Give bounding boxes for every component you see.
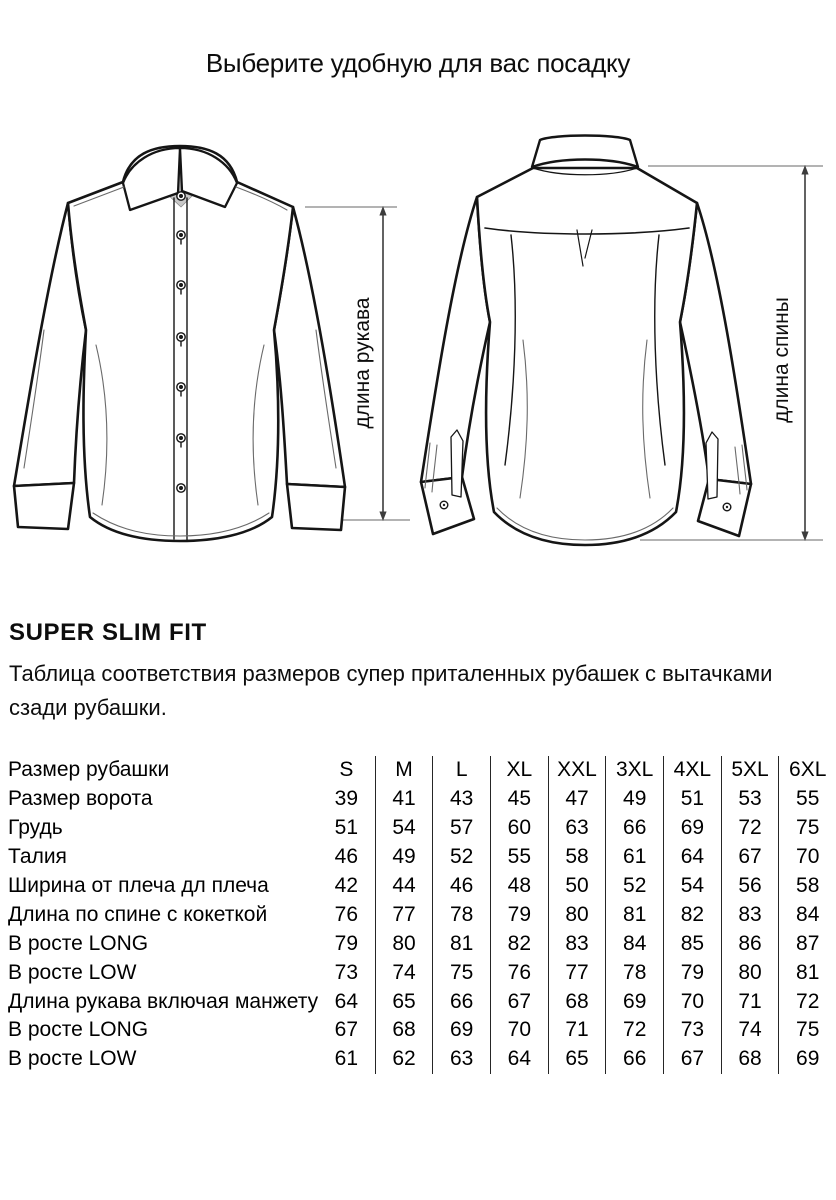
table-row	[8, 785, 836, 814]
table-cell: 82	[663, 900, 721, 929]
table-cell: 63	[548, 814, 606, 843]
table-cell: 64	[663, 843, 721, 872]
shirt-front-drawing	[14, 146, 345, 541]
table-cell: 69	[605, 987, 663, 1016]
table-cell: 72	[605, 1016, 663, 1045]
table-cell: 69	[778, 1045, 836, 1074]
table-cell: 67	[490, 987, 548, 1016]
table-cell: 45	[490, 785, 548, 814]
table-cell: 54	[375, 814, 433, 843]
table-cell: 74	[721, 1016, 779, 1045]
table-cell: 81	[778, 958, 836, 987]
table-cell: 75	[778, 1016, 836, 1045]
size-table	[8, 756, 836, 1074]
table-cell: 78	[605, 958, 663, 987]
table-cell: 52	[605, 872, 663, 901]
size-column-header: 4XL	[663, 756, 721, 785]
fit-description	[9, 657, 772, 725]
table-cell: 71	[721, 987, 779, 1016]
table-cell: 74	[375, 958, 433, 987]
back-length-label: длина спины	[770, 297, 793, 423]
size-column-header: S	[339, 758, 354, 782]
table-cell: 78	[432, 900, 490, 929]
table-row	[8, 929, 836, 958]
table-row	[8, 900, 836, 929]
table-cell: 64	[490, 1045, 548, 1074]
table-cell: 69	[663, 814, 721, 843]
sleeve-length-label: длина рукава	[351, 297, 374, 429]
table-cell: 83	[548, 929, 606, 958]
table-cell: 86	[721, 929, 779, 958]
table-cell: 55	[490, 843, 548, 872]
table-cell: 51	[663, 785, 721, 814]
table-cell: 84	[778, 900, 836, 929]
table-row	[8, 1045, 836, 1074]
table-cell: 49	[375, 843, 433, 872]
table-cell: 72	[721, 814, 779, 843]
table-cell: 68	[375, 1016, 433, 1045]
table-cell: 70	[663, 987, 721, 1016]
table-header-row	[8, 756, 836, 785]
table-cell: 46	[334, 845, 359, 869]
table-cell: 79	[663, 958, 721, 987]
table-cell: 85	[663, 929, 721, 958]
table-cell: 71	[548, 1016, 606, 1045]
row-label: Размер ворота	[8, 787, 153, 811]
table-row	[8, 1016, 836, 1045]
row-label: В росте LONG	[8, 931, 149, 955]
table-row	[8, 872, 836, 901]
size-column-header: XXL	[548, 756, 606, 785]
row-label: В росте LOW	[8, 1047, 137, 1071]
table-cell: 47	[548, 785, 606, 814]
table-cell: 51	[334, 816, 359, 840]
table-cell: 68	[548, 987, 606, 1016]
back-right-sleeve-placket	[706, 432, 718, 499]
table-cell: 65	[375, 987, 433, 1016]
table-cell: 75	[432, 958, 490, 987]
table-cell: 76	[334, 902, 359, 926]
front-right-cuff	[287, 484, 345, 530]
table-cell: 55	[778, 785, 836, 814]
table-cell: 77	[375, 900, 433, 929]
table-cell: 73	[334, 960, 359, 984]
table-row	[8, 987, 836, 1016]
table-cell: 70	[490, 1016, 548, 1045]
row-label: Талия	[8, 845, 67, 869]
table-cell: 66	[432, 987, 490, 1016]
table-cell: 61	[334, 1047, 359, 1071]
table-cell: 73	[663, 1016, 721, 1045]
fit-description-line2: сзади рубашки.	[9, 695, 167, 720]
table-cell: 67	[721, 843, 779, 872]
table-cell: 66	[605, 1045, 663, 1074]
table-row	[8, 843, 836, 872]
table-cell: 69	[432, 1016, 490, 1045]
table-cell: 83	[721, 900, 779, 929]
table-cell: 66	[605, 814, 663, 843]
table-cell: 58	[778, 872, 836, 901]
back-collar-stand	[532, 136, 638, 168]
size-column-header: 3XL	[605, 756, 663, 785]
table-cell: 56	[721, 872, 779, 901]
table-cell: 67	[663, 1045, 721, 1074]
table-cell: 46	[432, 872, 490, 901]
page-title: Выберите удобную для вас посадку	[205, 48, 631, 78]
table-cell: 53	[721, 785, 779, 814]
shirt-diagrams	[0, 130, 836, 575]
row-label: Длина рукава включая манжету	[8, 989, 319, 1013]
table-cell: 70	[778, 843, 836, 872]
table-cell: 64	[334, 989, 359, 1013]
table-cell: 57	[432, 814, 490, 843]
table-cell: 80	[721, 958, 779, 987]
table-cell: 75	[778, 814, 836, 843]
table-cell: 62	[375, 1045, 433, 1074]
table-row	[8, 814, 836, 843]
table-cell: 65	[548, 1045, 606, 1074]
table-cell: 81	[605, 900, 663, 929]
table-cell: 54	[663, 872, 721, 901]
fit-description-line1: Таблица соответствия размеров супер приталенных рубашек с вытачками	[9, 661, 773, 686]
front-left-cuff	[14, 483, 74, 529]
table-cell: 67	[334, 1018, 359, 1042]
size-column-header: 5XL	[721, 756, 779, 785]
row-label: В росте LOW	[8, 960, 137, 984]
table-cell: 80	[548, 900, 606, 929]
table-cell: 82	[490, 929, 548, 958]
table-cell: 72	[778, 987, 836, 1016]
table-cell: 50	[548, 872, 606, 901]
row-label: Ширина от плеча дл плеча	[8, 874, 269, 897]
table-cell: 68	[721, 1045, 779, 1074]
table-cell: 81	[432, 929, 490, 958]
table-cell: 87	[778, 929, 836, 958]
table-cell: 52	[432, 843, 490, 872]
back-length-arrow	[801, 165, 808, 541]
row-label: Грудь	[8, 816, 63, 840]
table-cell: 44	[375, 872, 433, 901]
back-body	[477, 168, 697, 545]
table-cell: 42	[334, 874, 359, 897]
table-row	[8, 958, 836, 987]
table-cell: 76	[490, 958, 548, 987]
table-cell: 48	[490, 872, 548, 901]
table-cell: 80	[375, 929, 433, 958]
back-left-sleeve-placket	[451, 430, 463, 497]
table-cell: 58	[548, 843, 606, 872]
size-column-header: XL	[490, 756, 548, 785]
row-label: В росте LONG	[8, 1018, 149, 1042]
sleeve-length-arrow	[379, 206, 386, 521]
table-cell: 60	[490, 814, 548, 843]
table-cell: 39	[334, 787, 359, 811]
table-cell: 63	[432, 1045, 490, 1074]
table-cell: 84	[605, 929, 663, 958]
table-cell: 41	[375, 785, 433, 814]
table-cell: 61	[605, 843, 663, 872]
table-cell: 43	[432, 785, 490, 814]
row-label: Размер рубашки	[8, 758, 170, 782]
table-cell: 77	[548, 958, 606, 987]
size-column-header: M	[375, 756, 433, 785]
size-column-header: 6XL	[778, 756, 836, 785]
shirt-back-drawing	[421, 136, 751, 546]
fit-heading: SUPER SLIM FIT	[9, 619, 207, 646]
table-cell: 79	[490, 900, 548, 929]
table-cell: 49	[605, 785, 663, 814]
size-column-header: L	[432, 756, 490, 785]
row-label: Длина по спине с кокеткой	[8, 902, 268, 926]
table-cell: 79	[334, 931, 359, 955]
